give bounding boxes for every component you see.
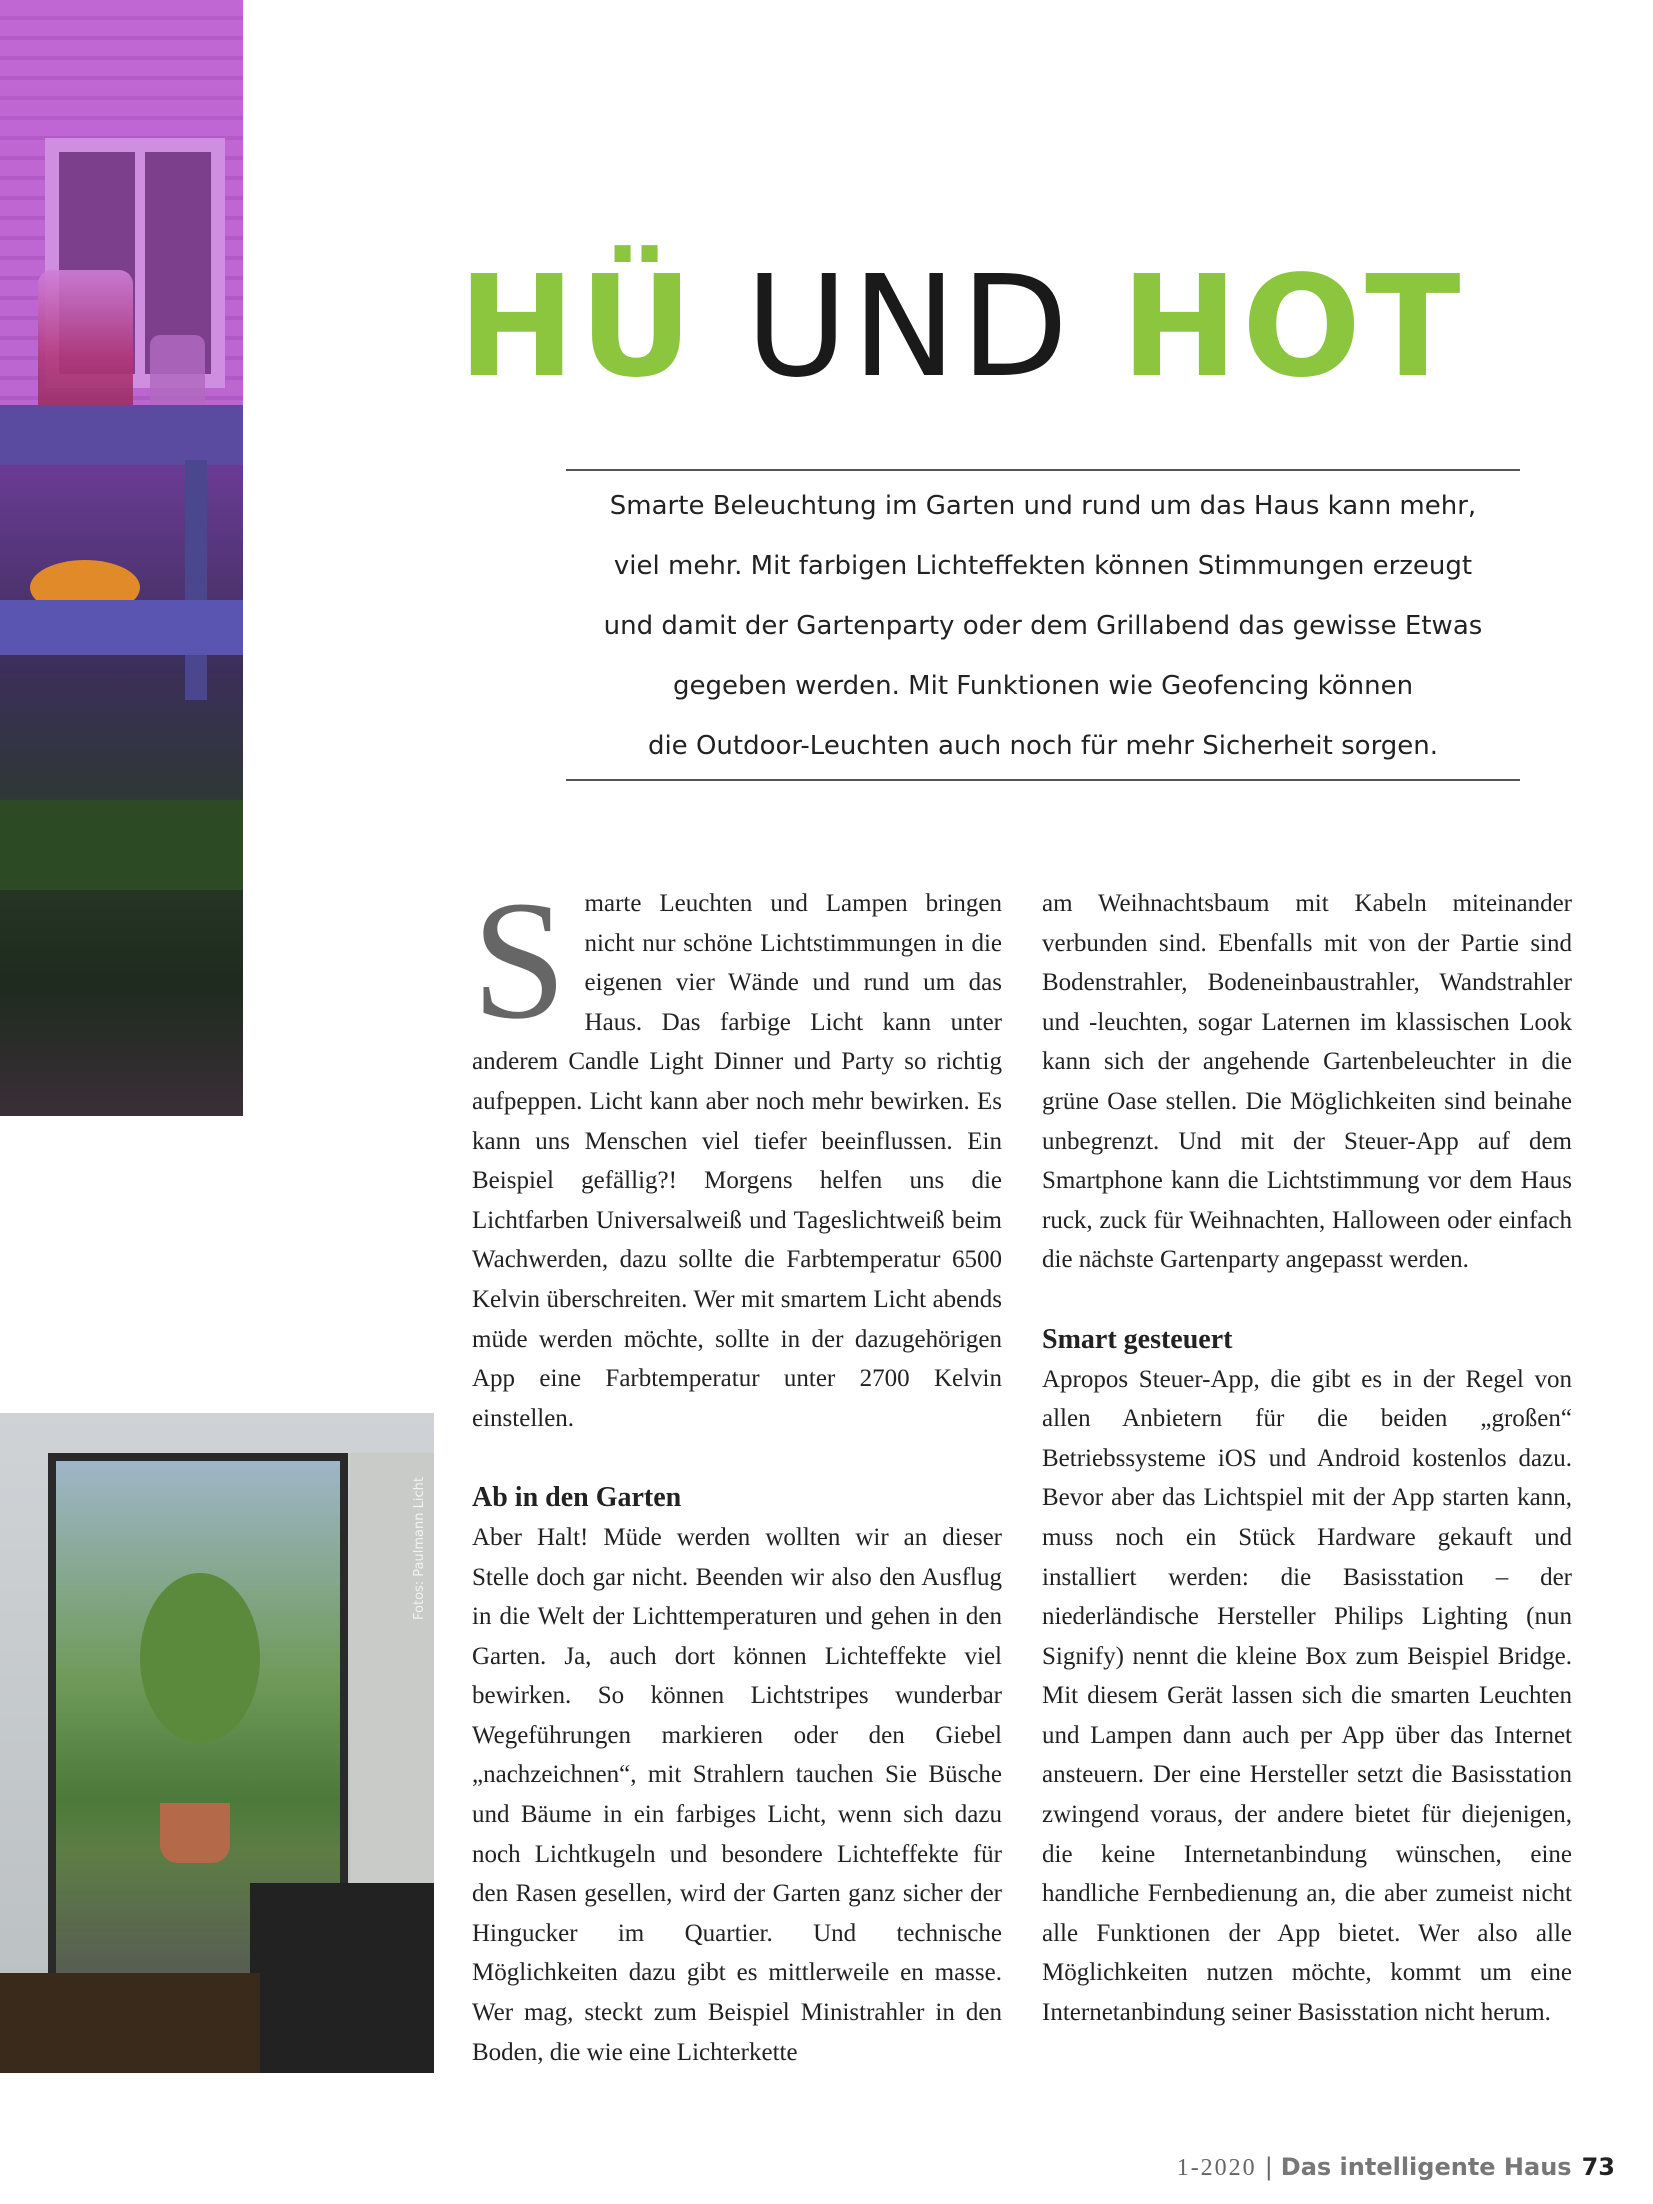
photo-credit: Fotos: Paulmann Licht <box>412 1477 427 1620</box>
paragraph-lights: am Weihnachtsbaum mit Kabeln miteinander verbunden sind. Ebenfalls mit von der Partie sind Bodenstrahler, Bodeneinbaustrahler, Wandstrahler und -leuchten, sogar Laternen im klassischen Look kann sich der angehende Gartenbeleuchter in die grüne Oase stellen. Die Möglichkeiten sind beinahe unbegrenzt. Und mit der Steuer-App auf dem Smartphone kann die Lichtstimmung vor dem Haus ruck, zuck für Weihnachten, Halloween oder einfach die nächste Gartenparty angepasst werden. <box>1042 890 1572 1274</box>
intro-line: und damit der Gartenparty oder dem Grillabend das gewisse Etwas <box>603 611 1483 641</box>
headline-part-1: HÜ <box>458 246 697 409</box>
intro-line: viel mehr. Mit farbigen Lichteffekten können Stimmungen erzeugt <box>613 551 1473 581</box>
intro-line: die Outdoor-Leuchten auch noch für mehr Sicherheit sorgen. <box>647 731 1439 761</box>
paragraph-garden: Aber Halt! Müde werden wollten wir an dieser Stelle doch gar nicht. Beenden wir also den Ausflug in die Welt der Lichttemperaturen und gehen in den Garten. Ja, auch dort können Lichteffekte viel bewirken. So können Lichtstripes wunderbar Wegeführungen markieren oder den Giebel „nachzeichnen“, mit Strahlern tauchen Sie Büsche und Bäume in ein farbiges Licht, wenn sich dazu noch Lichtkugeln und besondere Lichteffekte für den Rasen gesellen, wird der Garten ganz sicher der Hingucker im Quartier. Und technische Möglichkeiten dazu gibt es mittlerweile en masse. Wer mag, steckt zum Beispiel Ministrahler in den Boden, die wie eine Lichterkette <box>472 1523 1002 2066</box>
footer-separator: | <box>1264 2153 1273 2181</box>
garden-party-photo <box>0 0 243 1116</box>
intro-line: gegeben werden. Mit Funktionen wie Geofencing können <box>672 671 1414 701</box>
paragraph-intro: marte Leuchten und Lampen bringen nicht nur schöne Lichtstimmungen in die eigenen vier Wände und rund um das Haus. Das farbige Licht kann unter anderem Candle Light Dinner und Party so richtig aufpeppen. Licht kann aber noch mehr bewirken. Es kann uns Menschen viel tiefer beeinflussen. Ein Beispiel gefällig?! Morgens helfen uns die Lichtfarben Universalweiß und Tageslichtweiß beim Wachwerden, dazu sollte die Farbtemperatur 6500 Kelvin überschreiten. Wer mit smartem Licht abends müde werden möchte, sollte in der dazugehörigen App eine Farbtemperatur unter 2700 Kelvin einstellen. <box>472 890 1002 1432</box>
headline-part-2: UND <box>745 246 1073 409</box>
headline-part-3: HOT <box>1120 246 1465 409</box>
drop-cap: S <box>472 866 567 1054</box>
magazine-name: Das intelligente Haus <box>1280 2153 1572 2181</box>
intro-rule-bottom <box>566 779 1520 781</box>
page-number: 73 <box>1581 2153 1615 2181</box>
subheading-garden: Ab in den Garten <box>472 1482 682 1514</box>
terrace-garden-photo <box>0 1413 434 2073</box>
intro-line: Smarte Beleuchtung im Garten und rund um das Haus kann mehr, <box>609 491 1477 521</box>
article-column-right <box>1042 884 1572 2033</box>
page-footer <box>1177 2153 1615 2182</box>
article-column-left <box>472 866 1002 2072</box>
issue-number: 1-2020 <box>1176 2155 1257 2181</box>
subheading-smart: Smart gesteuert <box>1042 1323 1233 1355</box>
paragraph-app: Apropos Steuer-App, die gibt es in der Regel von allen Anbietern für die beiden „großen“ Betriebssysteme iOS und Android kostenlos dazu. Bevor aber das Lichtspiel mit der App starten kann, muss noch ein Stück Hardware gekauft und installiert werden: die Basisstation – der niederländische Hersteller Philips Lighting (nun Signify) nennt die kleine Box zum Beispiel Bridge. Mit diesem Gerät lassen sich die smarten Leuchten und Lampen dann auch per App über das Internet ansteuern. Der eine Hersteller setzt die Basisstation zwingend voraus, der andere bietet für diejenigen, die keine Internetanbindung wünschen, eine handliche Fernbedienung an, die aber zumeist nicht alle Funktionen der App bietet. Wer also alle Möglichkeiten nutzen möchte, kommt um eine Internetanbindung seiner Basisstation nicht herum. <box>1042 1365 1572 2027</box>
intro-rule-top <box>566 469 1520 471</box>
headline <box>458 228 1638 428</box>
intro-text <box>566 476 1520 776</box>
